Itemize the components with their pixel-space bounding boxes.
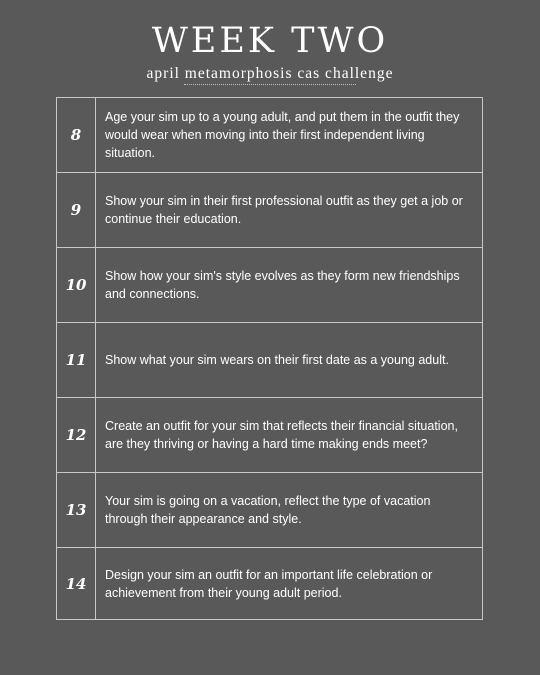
prompt-number: 9 [57, 173, 96, 247]
prompt-number: 10 [57, 248, 96, 322]
prompt-text: Design your sim an outfit for an important life celebration or achievement from their young adult period. [105, 567, 433, 600]
prompt-number: 13 [57, 473, 96, 547]
page-subtitle: april metamorphosis cas challenge [146, 65, 394, 82]
prompt-number: 8 [57, 98, 96, 172]
prompt-text: Create an outfit for your sim that reflects their financial situation, are they thriving or having a hard time making ends meet? [105, 419, 458, 451]
prompt-text: Age your sim up to a young adult, and put them in the outfit they would wear when moving into their first independent living situation. [105, 110, 460, 160]
table-row [57, 98, 482, 173]
prompt-number: 12 [57, 398, 96, 472]
table-row [57, 473, 482, 548]
table-row [57, 248, 482, 323]
table-row [57, 398, 482, 473]
subtitle-divider [184, 84, 356, 85]
prompt-text: Show your sim in their first professional outfit as they get a job or continue their education. [105, 194, 463, 226]
prompt-text: Show what your sim wears on their first date as a young adult. [105, 353, 449, 367]
prompt-number: 14 [57, 548, 96, 619]
prompt-number: 11 [57, 323, 96, 397]
table-row [57, 548, 482, 619]
prompt-text: Your sim is going on a vacation, reflect the type of vacation through their appearance and style. [105, 494, 431, 526]
prompt-table [56, 97, 483, 620]
prompt-text: Show how your sim's style evolves as they form new friendships and connections. [105, 269, 460, 301]
page-title: WEEK TWO [151, 21, 389, 61]
table-row [57, 323, 482, 398]
table-row [57, 173, 482, 248]
